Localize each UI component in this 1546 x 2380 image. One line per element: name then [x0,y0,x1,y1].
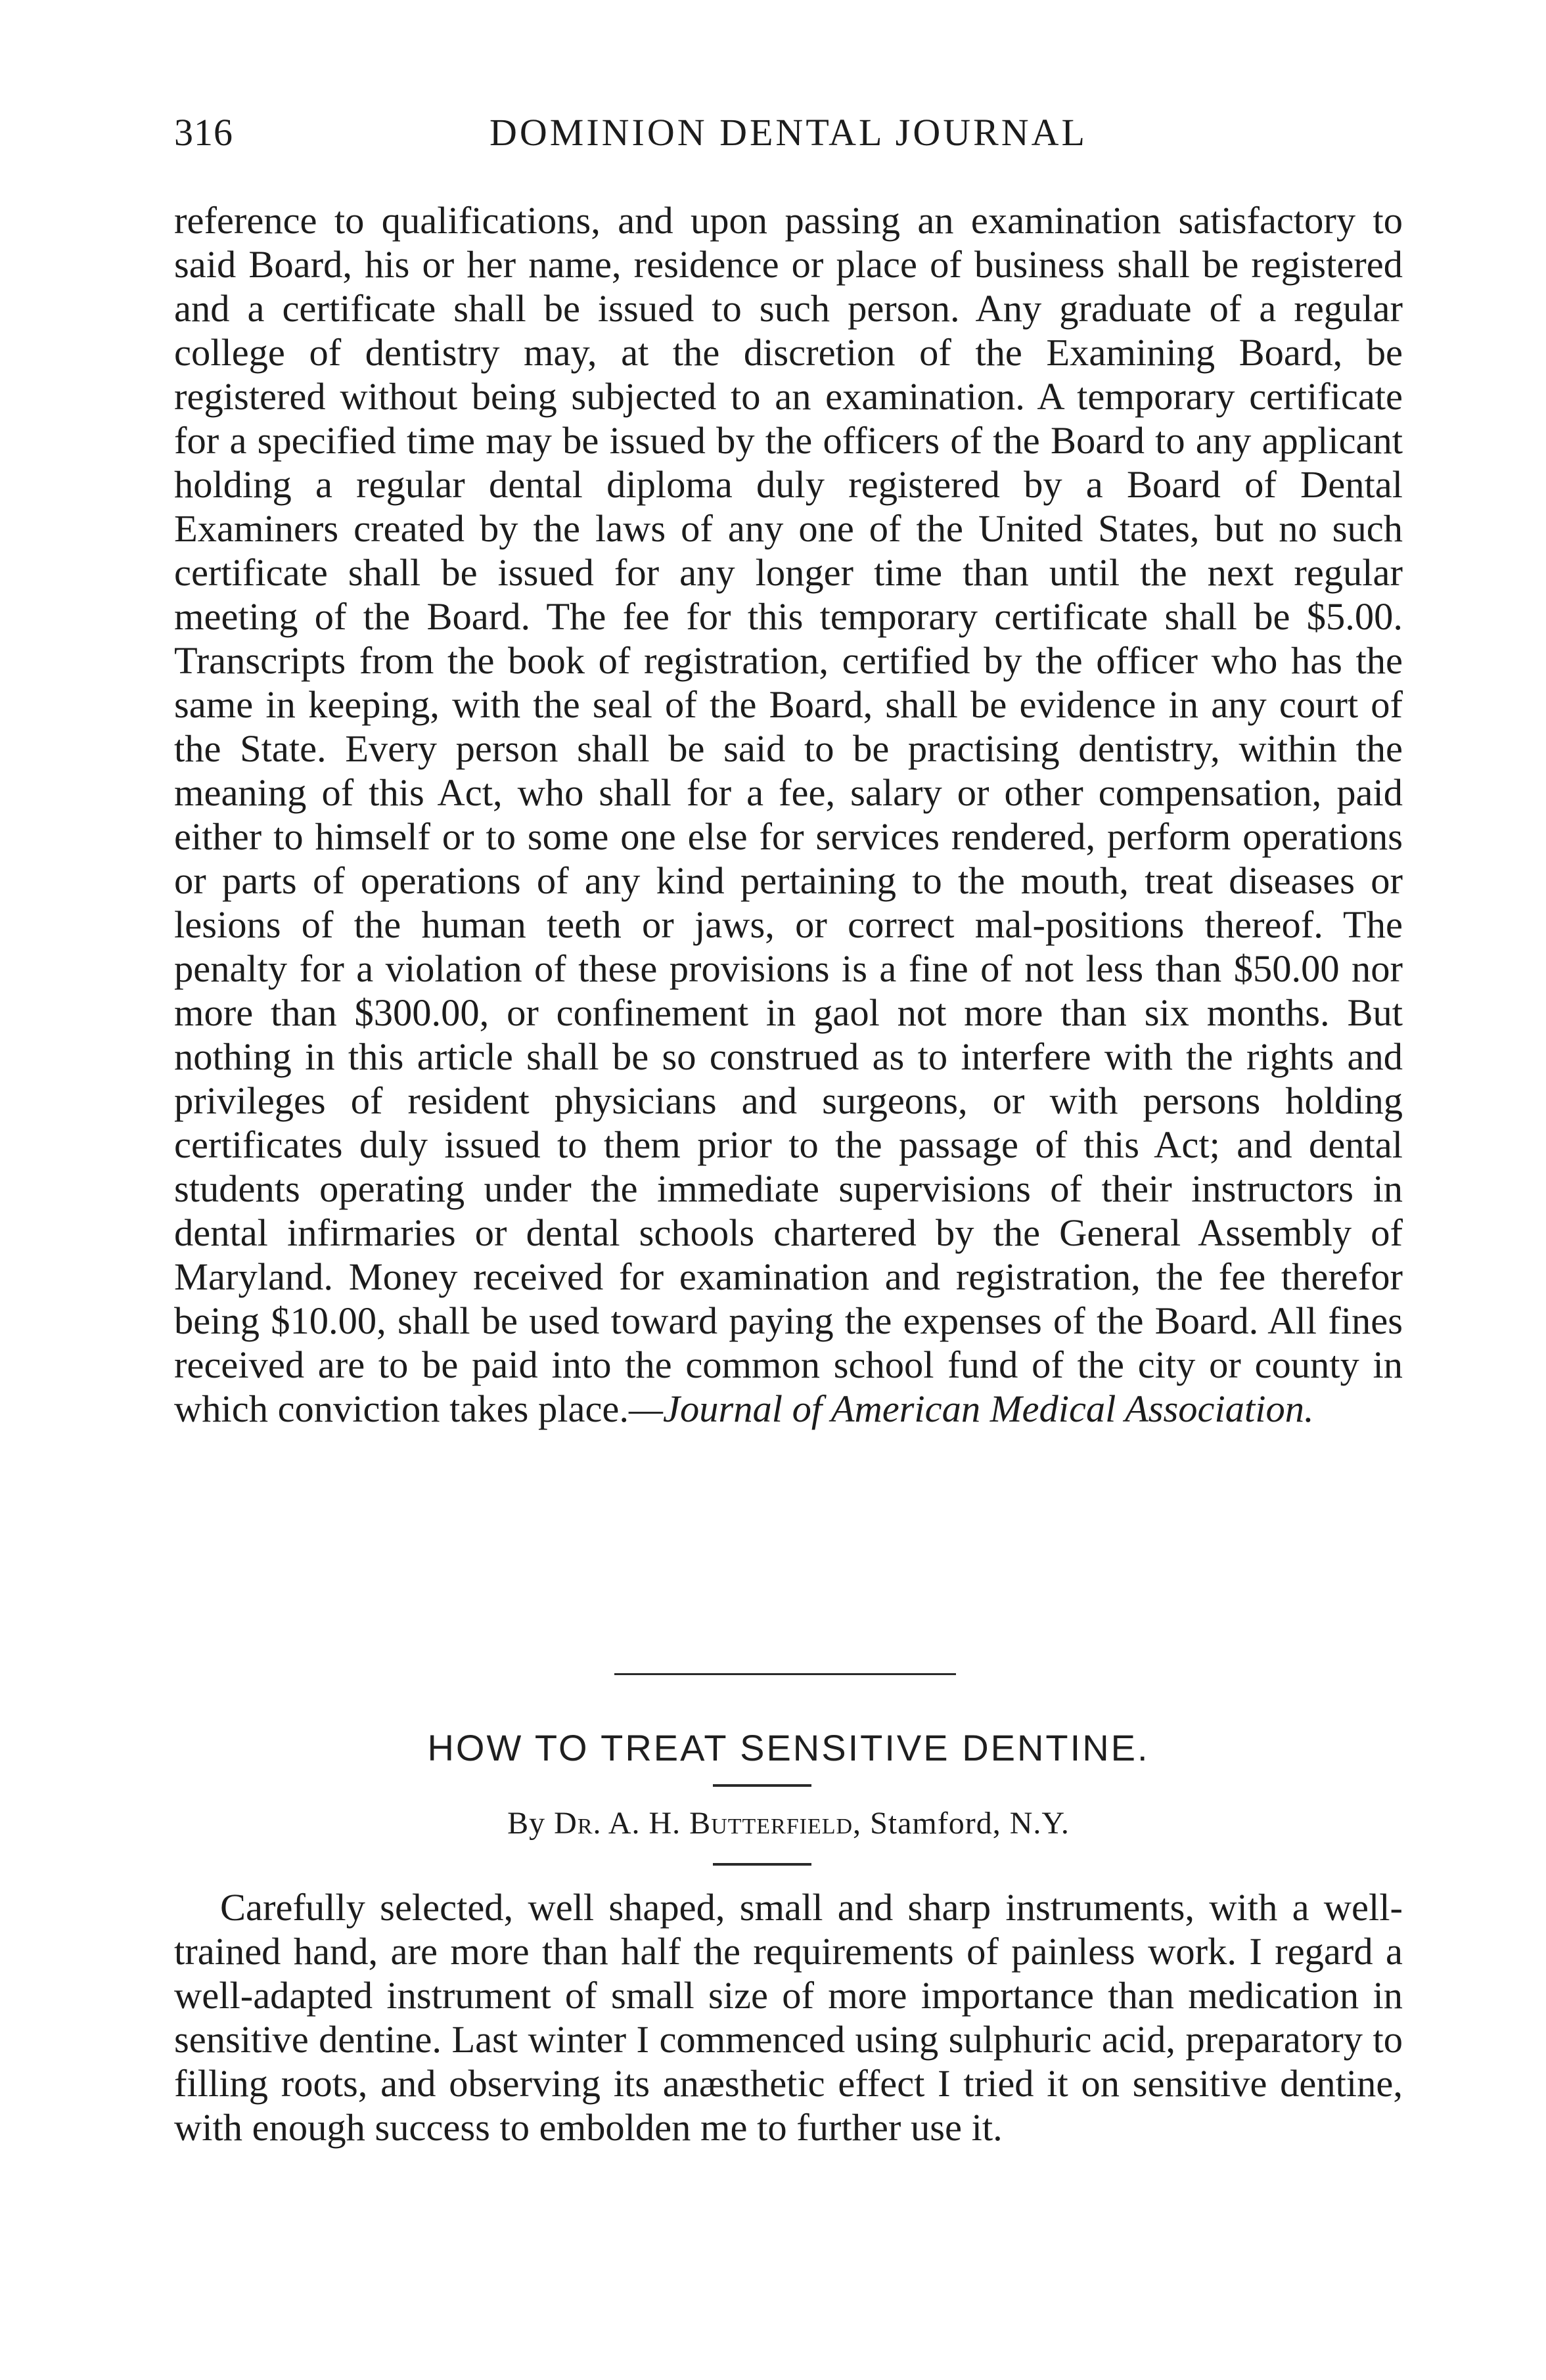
headline-rule [713,1784,811,1787]
byline-author: Dr. A. H. Butterfield, [554,1806,862,1841]
running-head [174,110,1403,163]
continued-article-body: reference to qualifications, and upon passing an examination satisfactory to said Board, his or her name, residence or place of business shall be registered and a certificate shall be issued to such person. Any graduate of a regular college of dentistry may, at the discretion of the Examining Board, be registered without being subjected to an examination. A temporary certificate for a specified time may be issued by the officers of the Board to any applicant holding a regular dental diploma duly registered by a Board of Dental Examiners created by the laws of any one of the United States, but no such certificate shall be issued for any longer time than until the next regular meeting of the Board. The fee for this temporary certificate shall be $5.00. Transcripts from the book of registration, certified by the officer who has the same in keeping, with the seal of the Board, shall be evidence in any court of the State. Every person shall be said to be practising dentistry, within the meaning of this Act, who shall for a fee, salary or other compensation, paid either to himself or to some one else for services rendered, perform operations or parts of operations of any kind pertaining to the mouth, treat diseases or lesions of the human teeth or jaws, or correct mal-positions thereof. The penalty for a violation of these provisions is a fine of not less than $50.00 nor more than $300.00, or confinement in gaol not more than six months. But nothing in this article shall be so construed as to interfere with the rights and privileges of resident physicians and surgeons, or with persons holding certificates duly issued to them prior to the passage of this Act; and dental students operating under the immediate supervisions of their instructors in dental infirmaries or dental schools chartered by the General Assembly of Maryland. Money received for examination and registration, the fee therefor being $10.00, shall be used toward paying the expenses of the Board. All fines received are to be paid into the common school fund of the city or county in which conviction takes place. [174,199,1403,1430]
byline-location: Stamford, N.Y. [870,1806,1070,1841]
article-headline: HOW TO TREAT SENSITIVE DENTINE. [427,1727,1150,1768]
new-article-paragraph: Carefully selected, well shaped, small and sharp instruments, with a well-trained hand, are more than half the requirements of painless work. I regard a well-adapted instrument of small size of more importance than medication in sensitive dentine. Last winter I commenced using sulphuric acid, preparatory to filling roots, and observing its anæsthetic effect I tried it on sensitive dentine, with enough success to embolden me to further use it. [174,1886,1403,2149]
journal-title: DOMINION DENTAL JOURNAL [489,111,1087,154]
byline-prefix: By [507,1806,546,1841]
continued-article-text [174,198,1403,1431]
article-byline [174,1805,1403,1841]
page-number: 316 [174,111,233,154]
article-source-citation: —Journal of American Medical Association. [629,1387,1314,1430]
section-divider [614,1673,956,1675]
byline-rule [713,1863,811,1866]
